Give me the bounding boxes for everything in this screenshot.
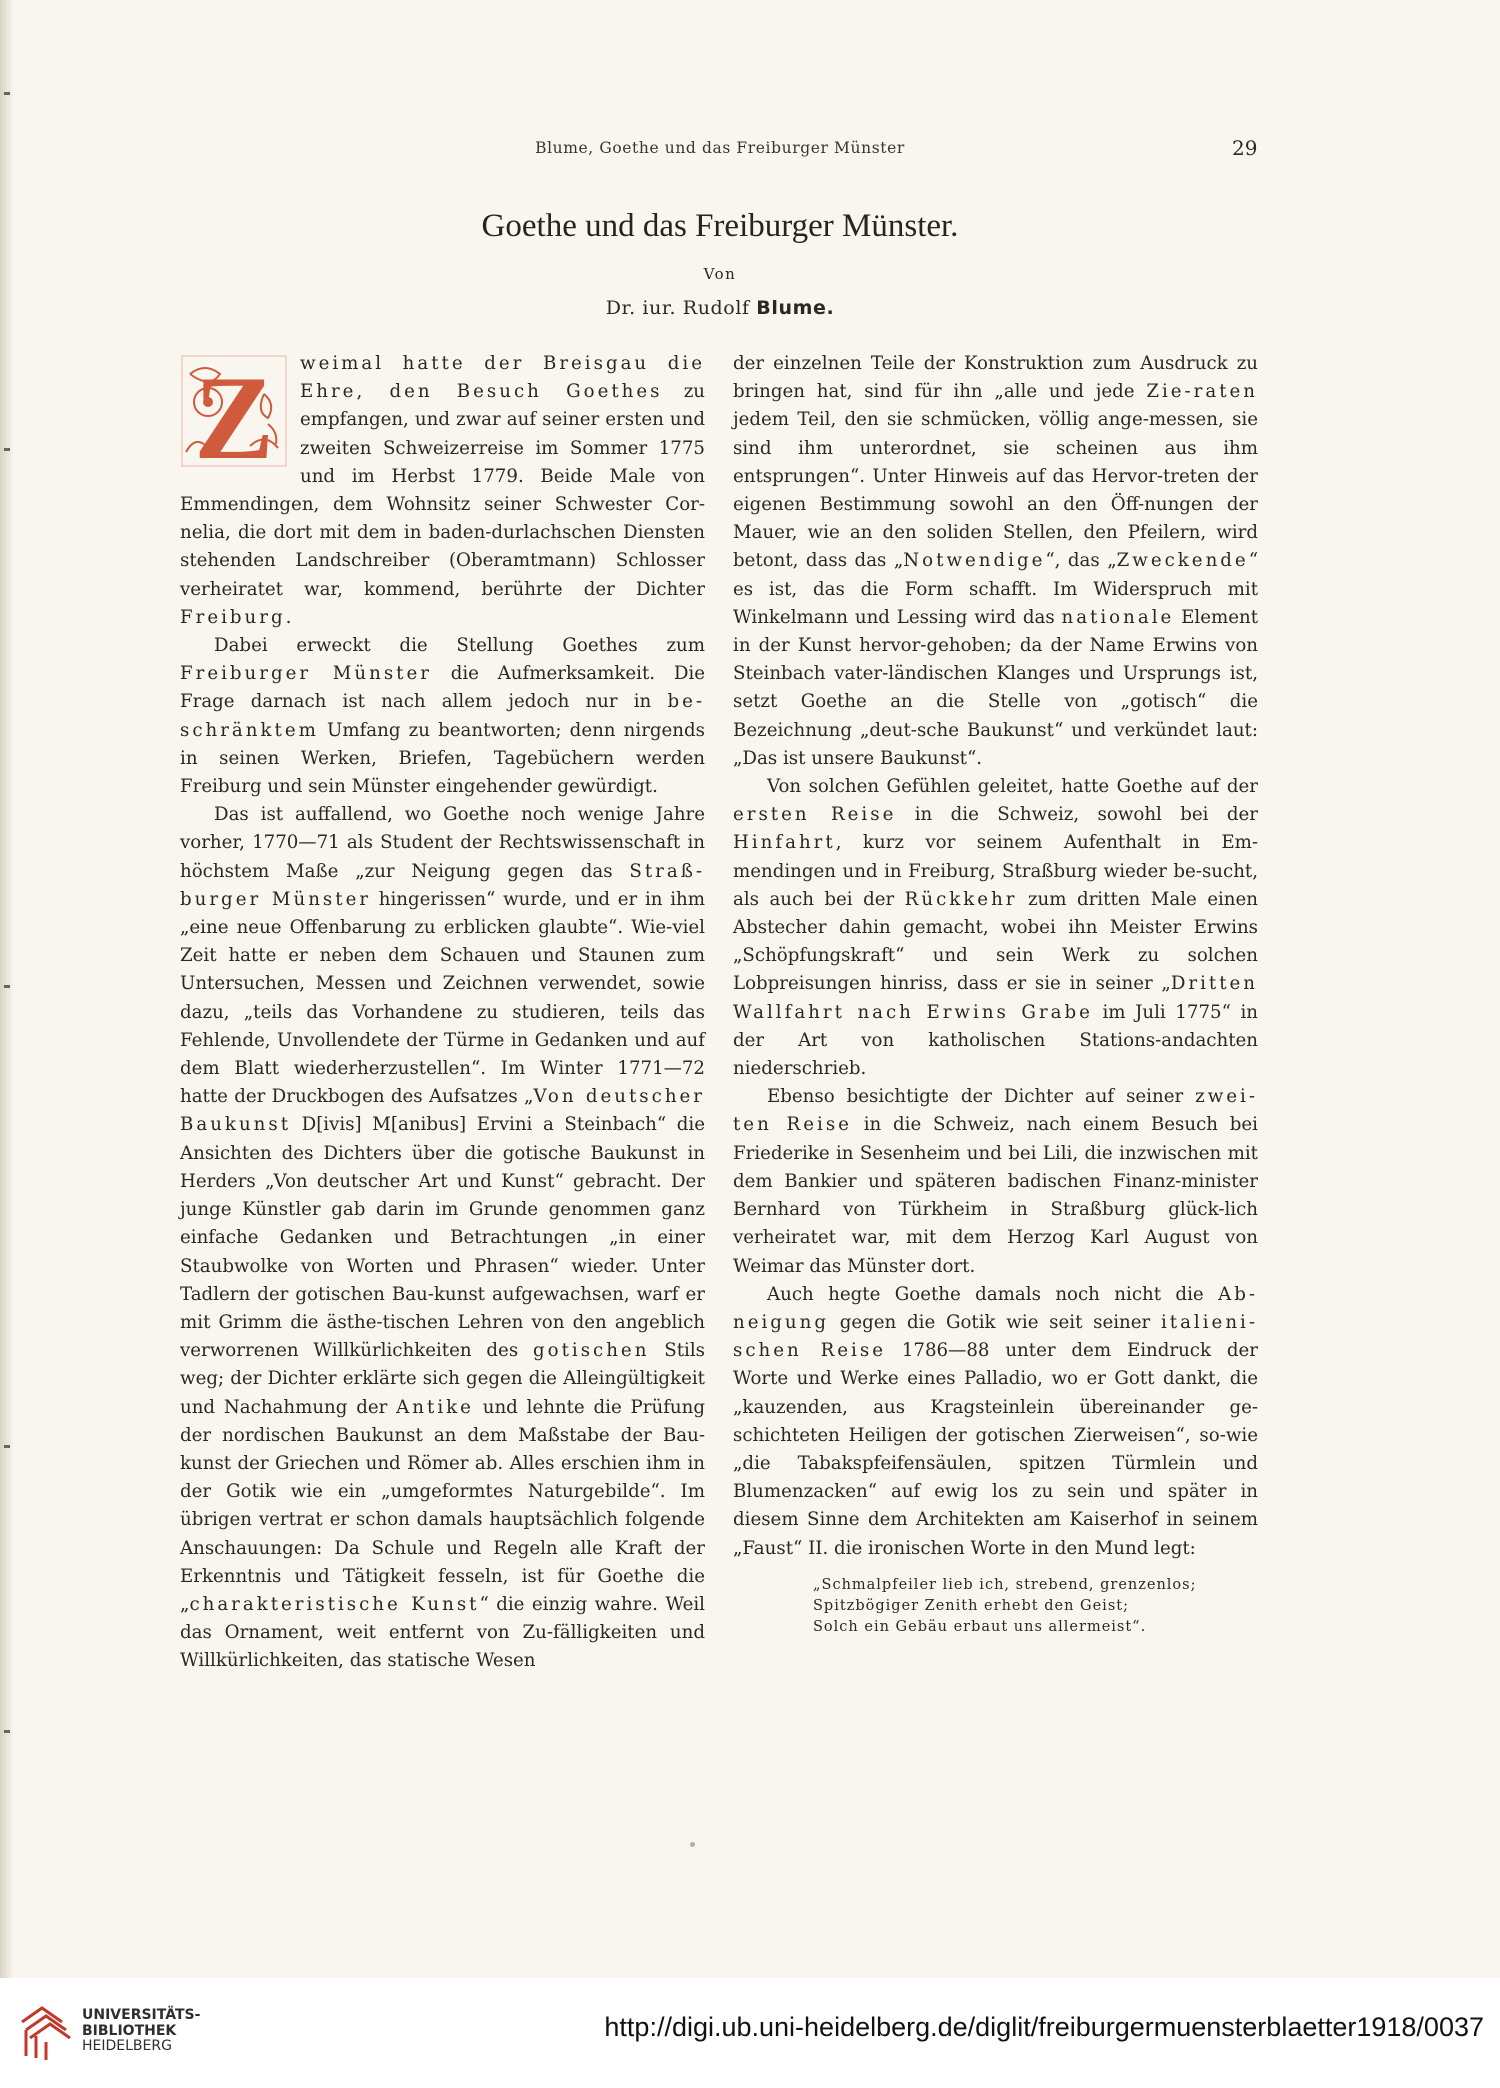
text-run: Stils weg; der Dichter erklärte sich gegen die Alleingültigkeit und Nachahmung der [180, 1340, 705, 1418]
paragraph [733, 1281, 1258, 1563]
text-run: der einzelnen Teile der Konstruktion zum Ausdruck zu bringen hat, sind für ihn „alle und jede [733, 353, 1258, 403]
byline-von: Von [703, 265, 737, 283]
author-name: Blume. [756, 297, 835, 319]
text-run: Ebenso besichtigte der Dichter auf seiner [767, 1086, 1196, 1108]
emphasis: Dritten Wallfahrt nach Erwins Grabe [733, 973, 1258, 1023]
text-run: die Aufmerksamkeit. Die Frage darnach ist nach allem jedoch nur in [180, 663, 705, 713]
margin-mark [4, 448, 10, 451]
initial-letter: Z [193, 354, 275, 468]
emphasis: zwei-ten Reise [733, 1086, 1258, 1136]
text-run: in die Schweiz, nach einem Besuch bei Friederike in Sesenheim und bei Lili, die inzwischen mit dem Bankier und späteren badischen Finanz-minister Bernhard von Türkheim in Straßburg glück-lich verheiratet war, mit dem Herzog Karl August von Weimar das Münster dort. [733, 1114, 1258, 1277]
library-name-line: BIBLIOTHEK [82, 2022, 177, 2039]
margin-mark [4, 1730, 10, 1733]
emphasis: gotischen [532, 1340, 650, 1362]
emphasis: Von deutscher Baukunst [180, 1086, 705, 1136]
emphasis: Straß-burger Münster [180, 860, 705, 910]
text-run: Umfang zu beantworten; denn nirgends in seinen Werken, Briefen, Tagebüchern werden Freiburg und sein Münster eingehender gewürdigt. [180, 719, 705, 798]
quote-line: Solch ein Gebäu erbaut uns allermeist“. [813, 1618, 1147, 1635]
library-name-line: HEIDELBERG [82, 2038, 172, 2054]
permalink-url[interactable]: http://digi.ub.uni-heidelberg.de/diglit/freiburgermuensterblaetter1918/0037 [604, 2012, 1484, 2042]
emphasis: Zweckende [1116, 550, 1249, 572]
text-run: jedem Teil, den sie schmücken, völlig ange-messen, sie sind ihm unterordnet, sie scheinen aus ihm entsprungen“. Unter Hinweis auf das Hervor-treten der eigenen Bestimmung sowohl an den Öff-nungen der Mauer, wie an den soliden Stellen, den Pfeilern, wird betont, dass das „ [733, 409, 1258, 572]
text-run: im Juli 1775“ in der Art von katholischen Stations-andachten niederschrieb. [733, 1001, 1258, 1080]
text-run: Von solchen Gefühlen geleitet, hatte Goethe auf der [767, 776, 1258, 798]
paragraph [180, 801, 705, 1675]
emphasis: Ab-neigung [733, 1283, 1258, 1333]
emphasis: Goethes [566, 381, 663, 403]
emphasis: Freiburg [180, 606, 286, 628]
page-number: 29 [1232, 136, 1258, 160]
emphasis: Notwendige [903, 550, 1046, 572]
library-name-line: UNIVERSITÄTS- [82, 2007, 201, 2023]
library-name[interactable] [82, 2008, 200, 2055]
text-run: “ es ist, das die Form schafft. Im Widerspruch mit Winkelmann und Lessing wird das [733, 550, 1258, 628]
paragraph [733, 350, 1258, 773]
text-run: D[ivis] M[anibus] Ervini a Steinbach“ die Ansichten des Dichters über die gotische Baukunst in Herders „Von deutscher Art und Kunst“ gebracht. Der junge Künstler gab darin im Grunde genommen ganz einfache Gedanken und Betrachtungen „in einer Staubwolke von Worten und Phrasen“ wieder. Unter Tadlern der gotischen Bau-kunst aufgewachsen, warf er mit Grimm die ästhe-tischen Lehren von den angeblich verworrenen Willkürlichkeiten des [180, 1114, 705, 1362]
text-run: , kurz vor seinem Aufenthalt in Em-mendingen und in Freiburg, Straßburg wieder be-sucht, als auch bei der [733, 832, 1258, 910]
decorated-initial-z [180, 354, 288, 468]
text-run: “, das „ [1045, 550, 1117, 572]
text-run: gegen die Gotik wie seit seiner [829, 1311, 1161, 1333]
emphasis: ersten Reise [733, 804, 897, 826]
emphasis: Zie-raten [1146, 381, 1258, 403]
text-run: Das ist auffallend, wo Goethe noch wenige Jahre vorher, 1770—71 als Student der Rechtswissenschaft in höchstem Maße „zur Neigung gegen das [180, 804, 705, 882]
text-run: weimal hatte der Breisgau die Ehre, den Besuch [300, 353, 705, 403]
emphasis: nationale [1061, 606, 1175, 628]
margin-mark [4, 1445, 10, 1448]
paragraph [180, 350, 705, 632]
paragraph [733, 773, 1258, 1083]
article-title: Goethe und das Freiburger Münster. [481, 208, 959, 244]
text-run: hingerissen“ wurde, und er in ihm „eine neue Offenbarung zu erblicken glaubte“. Wie-viel Zeit hatte er neben dem Schauen und Staunen zum Untersuchen, Messen und Zeichnen verwendet, sowie dazu, „teils das Vorhandene zu studieren, teils das Fehlende, Unvollendete der Türme in Gedanken und auf dem Blatt wiederherzustellen“. Im Winter 1771—72 hatte der Druckbogen des Aufsatzes „ [180, 888, 705, 1108]
emphasis: Rückkehr [904, 888, 1018, 910]
right-column [733, 350, 1258, 1638]
emphasis: charakteristische Kunst [189, 1593, 480, 1615]
text-run: zum dritten Male einen Abstecher dahin gemacht, wobei ihn Meister Erwins „Schöpfungskraft“ und sein Werk zu solchen Lobpreisungen hinriss, dass er sie in seiner „ [733, 888, 1258, 995]
library-logo-icon[interactable] [16, 2000, 76, 2062]
text-run: Element in der Kunst hervor-gehoben; da der Name Erwins von Steinbach vater-ländischen Klanges und Ursprungs ist, setzt Goethe an die Stelle von „gotisch“ die Bezeichnung „deut-sche Baukunst“ und verkündet laut: „Das ist unsere Baukunst“. [733, 606, 1259, 769]
text-run: in die Schweiz, sowohl bei der [896, 804, 1258, 826]
text-run: . [285, 606, 292, 628]
faust-quote [813, 1575, 1258, 1638]
emphasis: Antike [396, 1396, 474, 1418]
text-run: “ die einzig wahre. Weil das Ornament, weit entfernt von Zu-fälligkeiten und Willkürlichkeiten, das statische Wesen [180, 1593, 705, 1672]
text-run: Dabei erweckt die Stellung Goethes zum [214, 635, 705, 657]
print-speck [690, 1842, 695, 1847]
quote-line: „Schmalpfeiler lieb ich, strebend, grenzenlos; [813, 1576, 1197, 1593]
running-head: Blume, Goethe und das Freiburger Münster [535, 139, 905, 157]
quote-line: Spitzbögiger Zenith erhebt den Geist; [813, 1597, 1129, 1614]
left-column [180, 350, 705, 1676]
text-run: Auch hegte Goethe damals noch nicht die [767, 1283, 1219, 1305]
author-prefix: Dr. iur. Rudolf [605, 297, 757, 319]
text-run: 1786—88 unter dem Eindruck der Worte und Werke eines Palladio, wo er Gott dankt, die „kauzenden, aus Kragsteinlein übereinander ge-schichteten Heiligen der gotischen Zierweisen“, so-wie „die Tabakspfeifensäulen, spitzen Türmlein und Blumenzacken“ auf ewig los zu sein und später in diesem Sinne dem Architekten am Kaiserhof in seinem „Faust“ II. die ironischen Worte in den Mund legt: [733, 1340, 1258, 1559]
margin-mark [4, 985, 10, 988]
paragraph [180, 632, 705, 801]
emphasis: be-schränktem [180, 691, 705, 741]
text-run: zu empfangen, und zwar auf seiner ersten und zweiten Schweizerreise im Sommer 1775 und im Herbst 1779. Beide Male von Emmendingen, dem Wohnsitz seiner Schwester Cor-nelia, die dort mit dem in baden-durlachschen Diensten stehenden Landschreiber (Oberamtmann) Schlosser verheiratet war, kommend, berührte der Dichter [180, 381, 705, 600]
text-run: und lehnte die Prüfung der nordischen Baukunst an dem Maßstabe der Bau-kunst der Griechen und Römer ab. Alles erschien ihm in der Gotik wie ein „umgeformtes Naturgebilde“. Im übrigen vertrat er schon damals hauptsächlich folgende Anschauungen: Da Schule und Regeln alle Kraft der Erkenntnis und Tätigkeit fesseln, ist für Goethe die „ [180, 1396, 705, 1615]
digital-library-footer [0, 1978, 1500, 2088]
emphasis: italieni-schen Reise [733, 1311, 1258, 1362]
author-line [180, 297, 1260, 319]
emphasis: Freiburger Münster [180, 663, 432, 685]
emphasis: Hinfahrt [733, 832, 836, 854]
margin-mark [4, 92, 10, 95]
paragraph [733, 1083, 1258, 1280]
